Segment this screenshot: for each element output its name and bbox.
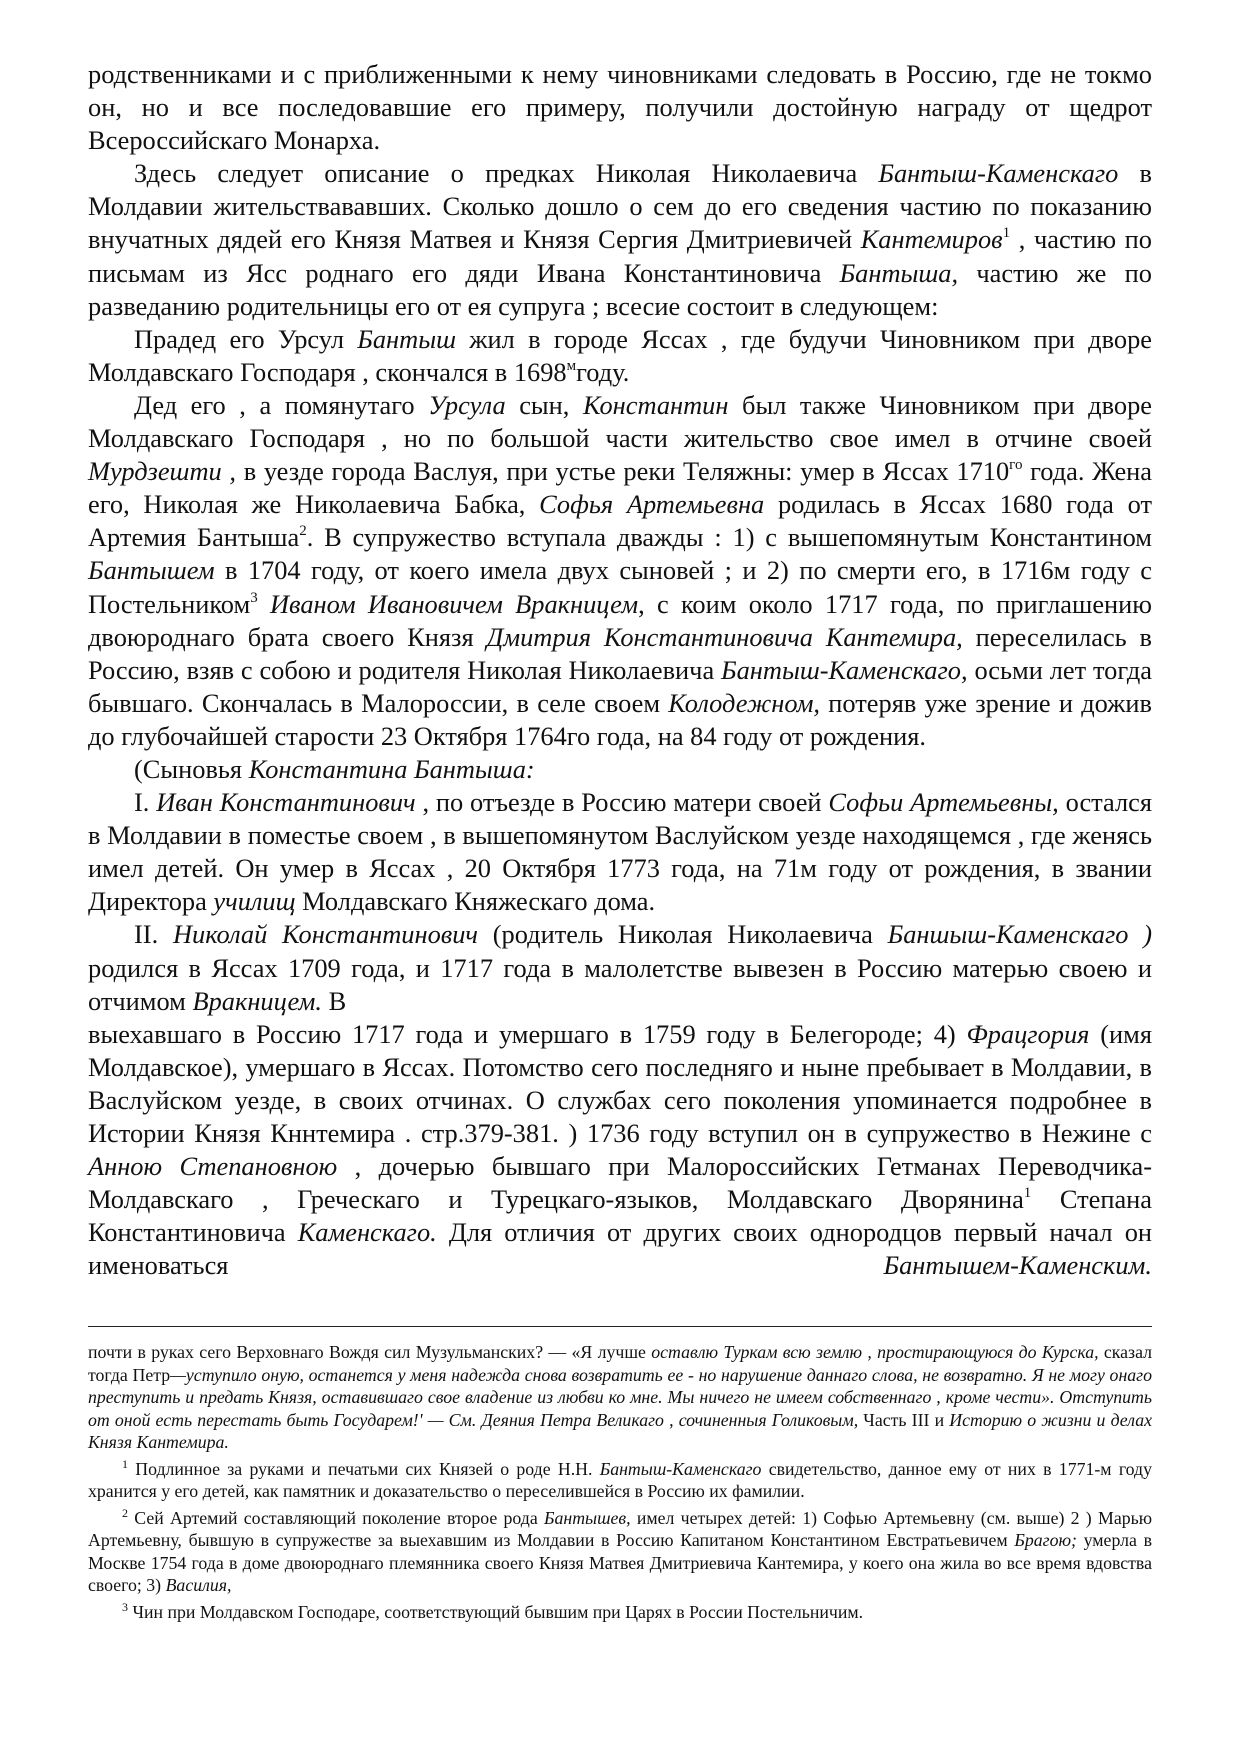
footnote-number: 1 [122,1456,128,1471]
document-page [88,58,1152,1627]
paragraph-continuation: родственниками и с приближенными к нему чиновниками следовать в Россию, где не токмо он, но и все последовавшие его примеру, получили достойную награду от щедрот Всероссийскаго Монарха. [88,59,1152,156]
paragraph-continuation-2: выехавшаго в Россию 1717 года и умершаго в 1759 году в Белегороде; 4) Фрацгория (имя Молдавское), умершаго в Яссах. Потомство сего последняго и ныне пребывает в Молдавии, в Васлуйском уезде, в своих отчинах. О службах сего поколения упоминается подробнее в Истории Князя Кннтемира . стр.379-381. ) 1736 году вступил он в супружество в Нежине с Анною Степановною , дочерью бывшаго при Малороссийских Гетманах Переводчика- Молдавскаго , Греческаго и Турецкаго-языков, Молдавскаго Дворянина$^1$ Степана Константиновича Каменскаго. Для отличия от других своих однородцов первый начал он именоваться Бантышем-Каменским. [88,1018,1153,1281]
footnotes [88,1341,1152,1623]
paragraph-great-grandfather: Прадед его Урсул Бантыш жил в городе Яссах , где будучи Чиновником при дворе Молдавскаго Господаря , скончался в $1698^мгоду$. [88,323,1152,387]
footnote-3: $^3$ Чин при Молдавском Господаре, соответствующий бывшим при Царях в России Постельничим. [122,1599,864,1622]
footnote-ref: 3 [250,589,258,606]
paragraph-son-nikolai: II. Николай Константинович (родитель Николая Николаевича Баншыш-Каменскаго ) родился в Яссах 1709 года, и 1717 года в малолетстве вывезен в Россию матерью своею и отчимом Вракницем. В [88,919,1153,1016]
footnote-ref: 1 [1002,225,1011,242]
footnote-ref: 2 [299,523,307,540]
paragraph-son-ivan: I. Иван Константинович , по отъезде в Россию матери своей Софьи Артемьевны, остался в Молдавии в поместье своем , в вышепомянутом Васлуйском уезде находящемся , где женясь имел детей. Он умер в Яссах , 20 Октября 1773 года, на 71м году от рождения, в звании Директора училищ Молдавскаго Княжескаго дома. [88,787,1152,917]
paragraph-grandfather: Дед его , а помянутаго Урсула сын, Константин был также Чиновником при дворе Молдавскаго Господаря , но по большой части жительство свое имел в отчине своей Мурдзешти , в уезде города Васлуя, при устье реки Теляжны: умер в Яссах $1710^{го}$ года. Жена его, Николая же Николаевича Бабка, Софья Артемьевна родилась в Яссах 1680 года от Артемия Бантыша$^2$. В супружество вступала дважды : 1) с вышепомянутым Константином Бантышем в 1704 году, от коего имела двух сыновей ; и 2) по смерти его, в 1716м году с Постельником$^3$ Иваном Ивановичем Вракницем, с коим около 1717 года, по приглашению двоюроднаго брата своего Князя Дмитрия Константиновича Кантемира, переселилась в Россию, взяв с собою и родителя Николая Николаевича Бантыш-Каменскаго, осьми лет тогда бывшаго. Скончалась в Малороссии, в селе своем Колодежном, потеряв уже зрение и дожив до глубочайшей старости 23 Октября 1764го года, на 84 году от рождения. [88,389,1153,751]
paragraph-sons-heading: (Сыновья Константина Бантыша: [134,753,535,784]
main-text [88,58,1152,1282]
footnote-2: $^2$ Сей Артемий составляющий поколение второе рода Бантышев, имел четырех детей: 1) Софью Артемьевну (см. выше) 2 ) Марью Артемьевну, бывшую в супружестве за выехавшим из Молдавии в Россию Капитаном Константином Евстратьевичем Брагою; умерла в Москве 1754 года в доме двоюроднаго племянника своего Князя Матвея Дмитриевича Кантемира, у коего она жила во все время вдовства своего; 3) Василия, [88,1505,1152,1596]
paragraph-ancestors-intro: Здесь следует описание о предках Николая Николаевича Бантыш-Каменскаго в Молдавии жительствававших. Сколько дошло о сем до его сведения частию по показанию внучатных дядей его Князя Матвея и Князя Сергия Дмитриевичей Кантемиров$^1$ , частию по письмам из Ясс роднаго его дяди Ивана Константиновича Бантыша, частию же по разведанию родительницы его от ея супруга ; всесие состоит в следующем: [88,158,1153,321]
footnote-number: 2 [122,1505,128,1520]
footnote-divider [88,1326,1152,1327]
footnote-number: 3 [122,1599,128,1614]
footnote-ref: 1 [1023,1185,1032,1202]
footnote-1: $^1$ Подлинное за руками и печатьми сих Князей о роде Н.Н. Бантыш-Каменскаго свидетельство, данное ему от них в 1771-м году хранится у его детей, как памятник и доказательство о переселившейся в Россию их фамилии. [88,1456,1152,1502]
footnote-continuation: почти в руках сего Верховнаго Вождя сил Музульманских? — «Я лучше оставлю Туркам всю землю , простирающуюся до Курска, сказал тогда Петр—уступило оную, останется у меня надежда снова возвратить ее - но нарушение даннаго слова, не возвратно. Я не могу онаго преступить и предать Князя, оставившаго свое владение из любви ко мне. Мы ничего не имеем собственнаго , кроме чести». Отступить от оной есть перестать быть Государем!' — См. Деяния Петра Великаго , сочиненныя Голиковым, Часть III и Историю о жизни и делах Князя Кантемира. [88,1342,1153,1453]
